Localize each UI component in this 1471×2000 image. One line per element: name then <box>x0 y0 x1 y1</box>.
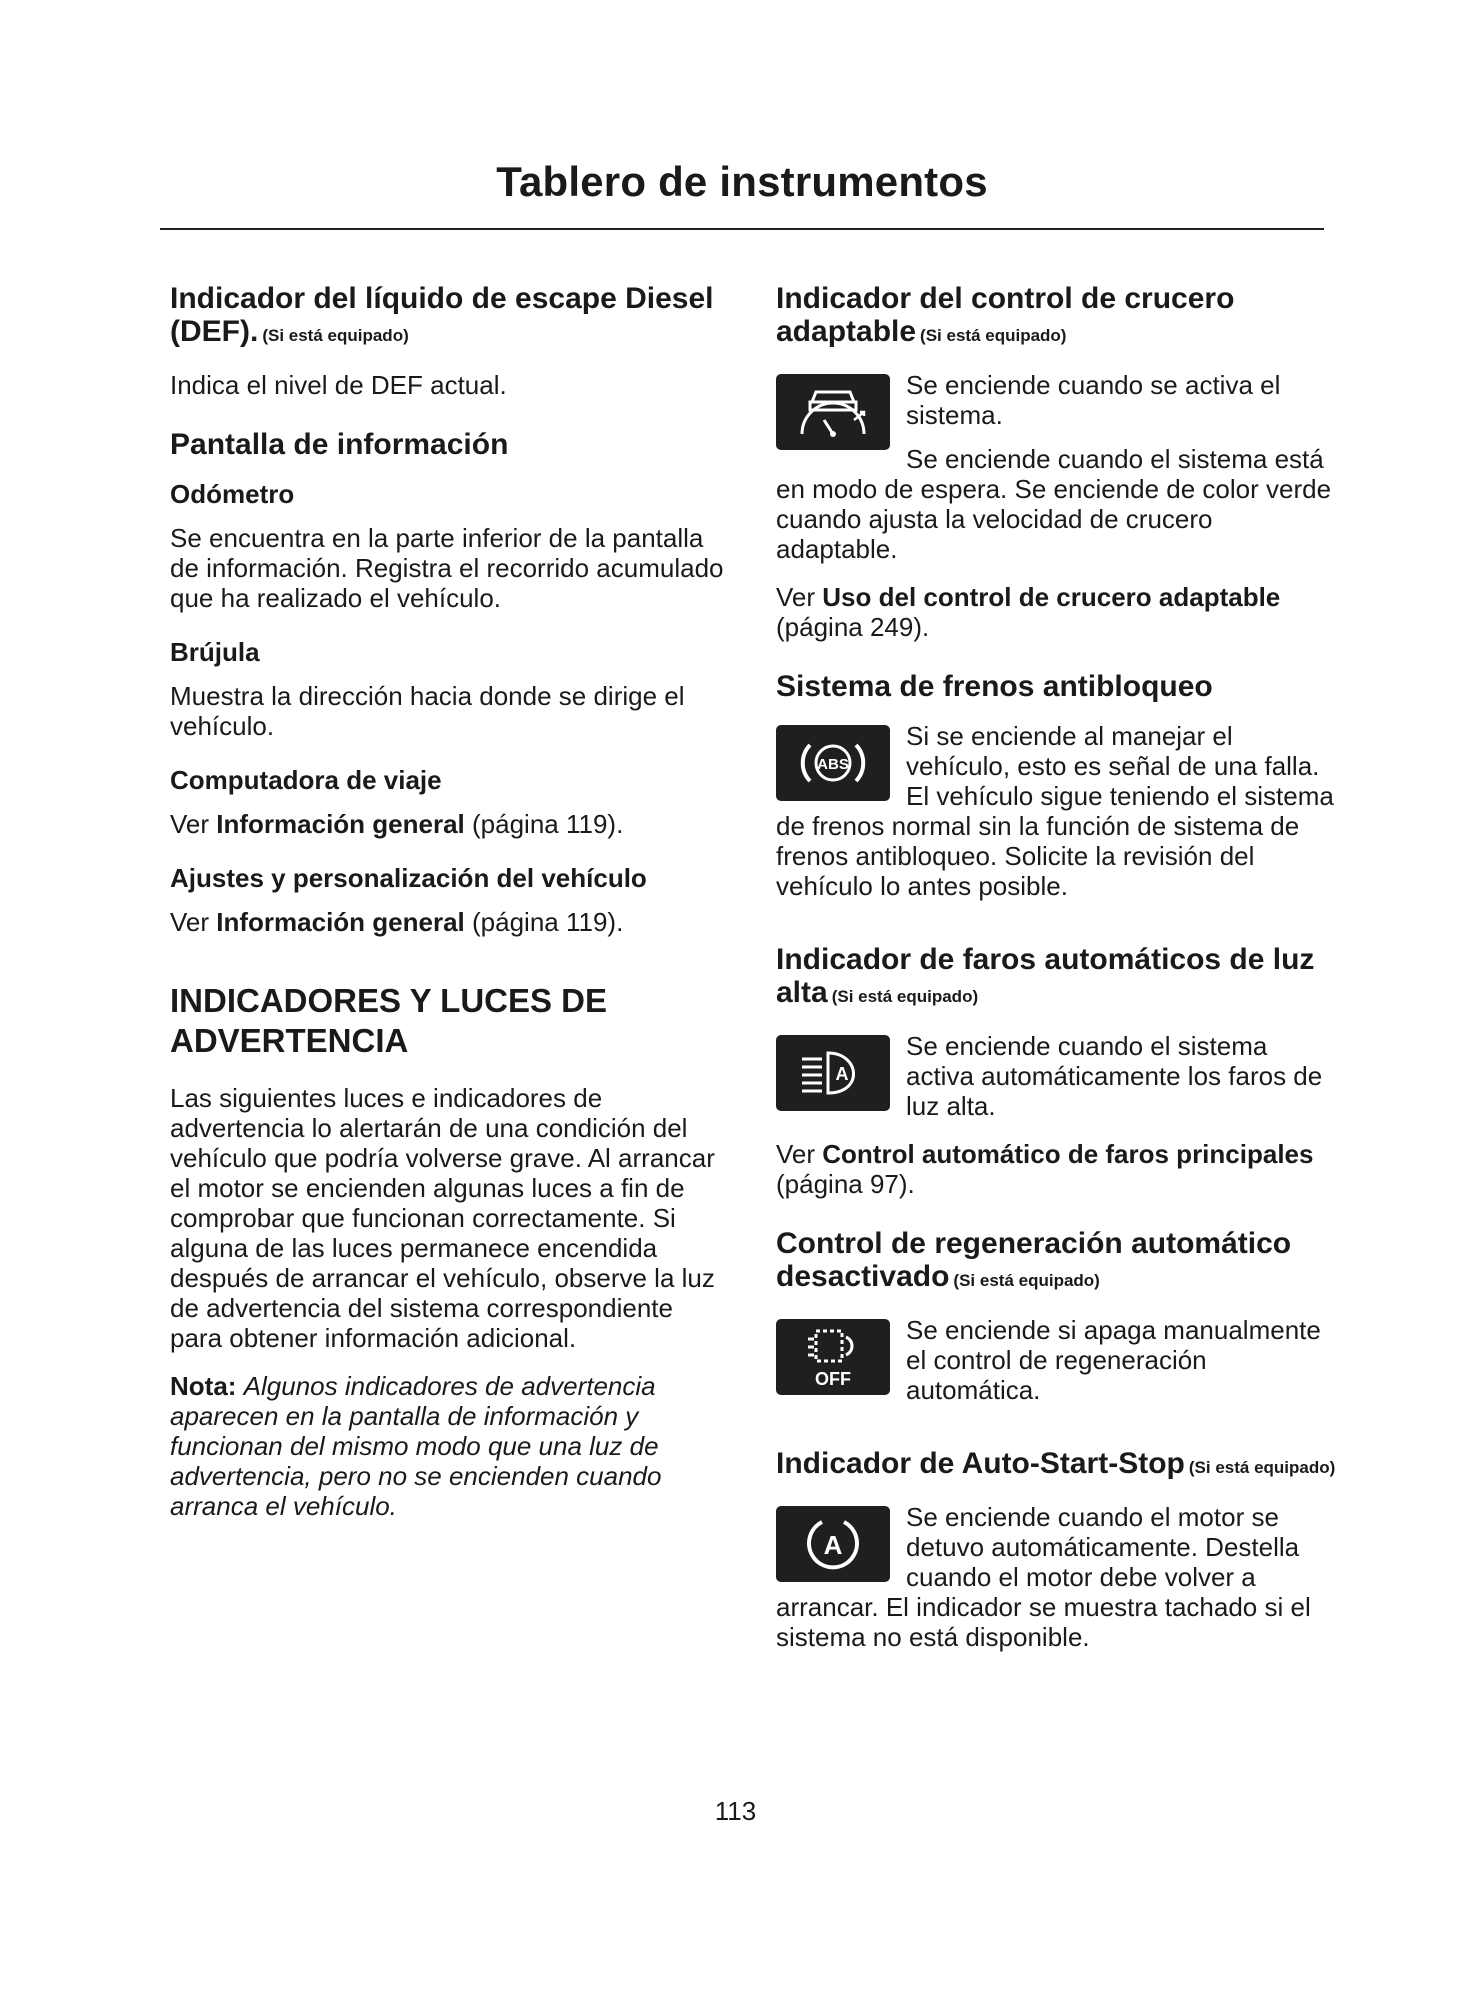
svg-text:ABS: ABS <box>817 756 849 773</box>
acc-heading: Indicador del control de crucero adaptable (Si está equipado) <box>776 282 1235 348</box>
info-display-heading: Pantalla de información <box>170 428 509 461</box>
settings-text: Ver Información general (página 119). <box>170 907 624 937</box>
warnings-heading: INDICADORES Y LUCES DE ADVERTENCIA <box>170 982 608 1059</box>
equipped-tag: (Si está equipado) <box>262 326 409 345</box>
note-text: Algunos indicadores de advertencia aparecen en la pantalla de información y funcionan del mismo modo que una luz de advertencia, pero no se encienden cuando arranca el vehículo. <box>170 1371 662 1521</box>
odometer-text: Se encuentra en la parte inferior de la pantalla de información. Registra el recorrido acumulado que ha realizado el vehículo. <box>170 523 724 613</box>
trip-computer-text: Ver Información general (página 119). <box>170 809 624 839</box>
highbeam-link[interactable]: Control automático de faros principales <box>822 1139 1314 1169</box>
highbeam-reference: Ver Control automático de faros principales (página 97). <box>776 1139 1314 1199</box>
auto-high-beam-icon <box>776 1035 890 1111</box>
acc-reference: Ver Uso del control de crucero adaptable (página 249). <box>776 582 1281 642</box>
regen-text: Se enciende si apaga manualmente el control de regeneración automática. <box>906 1315 1321 1405</box>
equipped-tag: (Si está equipado) <box>1188 1458 1336 1477</box>
def-text: Indica el nivel de DEF actual. <box>170 370 507 400</box>
note <box>170 1371 730 1521</box>
acc-link[interactable]: Uso del control de crucero adaptable <box>822 582 1281 612</box>
settings-link[interactable]: Información general <box>216 907 465 937</box>
abs-icon <box>776 725 890 801</box>
acc-text-2: Se enciende cuando el sistema está en modo de espera. Se enciende de color verde cuando ajusta la velocidad de crucero adaptable. <box>776 444 1332 564</box>
regen-heading: Control de regeneración automático desactivado (Si está equipado) <box>776 1227 1292 1293</box>
acc-text-1: Se enciende cuando se activa el sistema. <box>906 370 1281 430</box>
right-column <box>776 282 1336 1694</box>
svg-text:OFF: OFF <box>815 1369 851 1389</box>
title-divider <box>160 228 1324 230</box>
highbeam-heading: Indicador de faros automáticos de luz alta (Si está equipado) <box>776 943 1315 1009</box>
equipped-tag: (Si está equipado) <box>953 1271 1100 1290</box>
compass-text: Muestra la dirección hacia donde se dirige el vehículo. <box>170 681 685 741</box>
svg-text:A: A <box>835 1064 849 1084</box>
acc-section <box>776 282 1336 642</box>
def-section <box>170 282 730 400</box>
svg-text:A: A <box>823 1530 843 1560</box>
trip-computer-heading: Computadora de viaje <box>170 765 442 795</box>
auto-start-stop-icon <box>776 1506 890 1582</box>
autostop-section <box>776 1447 1336 1666</box>
highbeam-text: Se enciende cuando el sistema activa automáticamente los faros de luz alta. <box>906 1031 1323 1121</box>
def-heading: Indicador del líquido de escape Diesel (DEF). (Si está equipado) <box>170 282 714 348</box>
highbeam-section <box>776 943 1336 1199</box>
settings-heading: Ajustes y personalización del vehículo <box>170 863 647 893</box>
abs-text: Si se enciende al manejar el vehículo, esto es señal de una falla. El vehículo sigue teniendo el sistema de frenos normal sin la función de sistema de frenos antibloqueo. Solicite la revisión del vehículo lo antes posible. <box>776 721 1334 901</box>
page-title: Tablero de instrumentos <box>496 158 988 205</box>
autostop-heading: Indicador de Auto-Start-Stop (Si está equipado) <box>776 1447 1336 1480</box>
adaptive-cruise-icon <box>776 374 890 450</box>
autostop-text: Se enciende cuando el motor se detuvo automáticamente. Destella cuando el motor debe volver a arrancar. El indicador se muestra tachado si el sistema no está disponible. <box>776 1502 1311 1652</box>
page-number: 113 <box>714 1796 757 1826</box>
left-column <box>170 282 730 1535</box>
trip-computer-link[interactable]: Información general <box>216 809 465 839</box>
note-label: Nota: <box>170 1371 237 1401</box>
regen-section <box>776 1227 1336 1419</box>
warnings-text: Las siguientes luces e indicadores de advertencia lo alertarán de una condición del vehículo que podría volverse grave. Al arrancar el motor se encienden algunas luces a fin de comprobar que funcionan correctamente. Si alguna de las luces permanece encendida después de arrancar el vehículo, observe la luz de advertencia del sistema correspondiente para obtener información adicional. <box>170 1083 715 1353</box>
abs-section <box>776 670 1336 915</box>
equipped-tag: (Si está equipado) <box>831 987 979 1006</box>
odometer-heading: Odómetro <box>170 479 295 509</box>
abs-heading: Sistema de frenos antibloqueo <box>776 670 1213 703</box>
equipped-tag: (Si está equipado) <box>920 326 1067 345</box>
regeneration-off-icon <box>776 1319 890 1395</box>
compass-heading: Brújula <box>170 637 260 667</box>
